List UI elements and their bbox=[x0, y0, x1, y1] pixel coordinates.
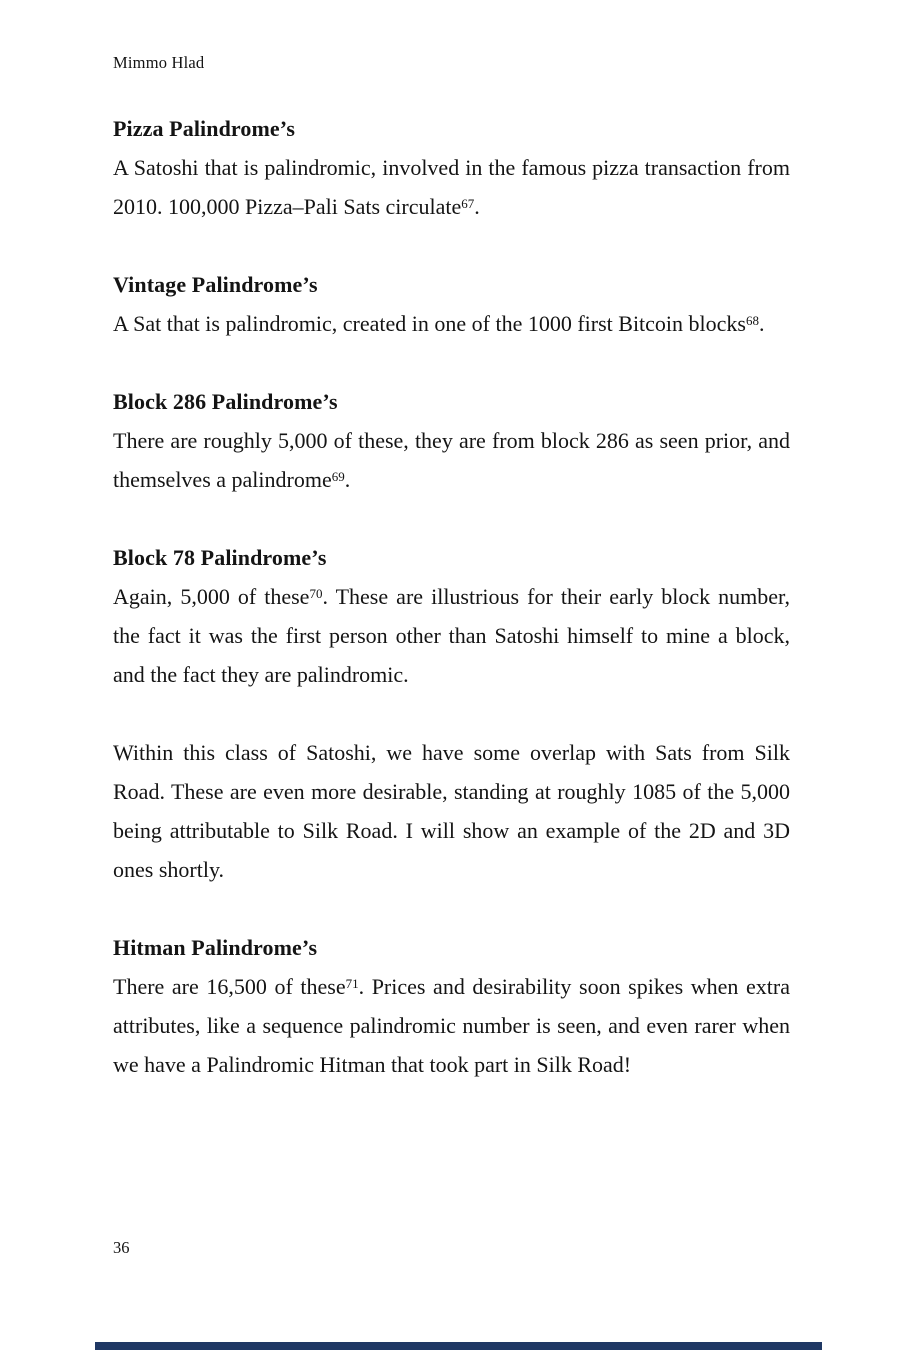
paragraph-continuation: . bbox=[474, 194, 480, 219]
section-heading: Pizza Palindrome’s bbox=[113, 116, 296, 141]
page-number: 36 bbox=[113, 1238, 130, 1257]
paragraph-continuation: . These are illustrious for their early block number, the fact it was the first person other than Satoshi himself to mine a block, and the fact they are palindromic. bbox=[113, 584, 790, 687]
section bbox=[113, 382, 790, 499]
body-paragraph bbox=[113, 421, 790, 499]
footnote-ref: 70 bbox=[309, 586, 323, 602]
body-paragraph bbox=[113, 148, 790, 226]
section bbox=[113, 733, 790, 889]
paragraph-continuation: . bbox=[344, 467, 351, 492]
section-heading: Block 78 Palindrome’s bbox=[113, 545, 327, 570]
paragraph-text: Within this class of Satoshi, we have some overlap with Sats from Silk Road. These are even more desirable, standing at roughly 1085 of the 5,000 being attributable to Silk Road. I will show an example of the 2D and 3D ones shortly. bbox=[113, 740, 790, 882]
running-header-author: Mimmo Hlad bbox=[113, 53, 205, 72]
body-paragraph bbox=[113, 733, 790, 889]
section bbox=[113, 109, 790, 226]
body-paragraph bbox=[113, 967, 790, 1084]
paragraph-text: There are 16,500 of these bbox=[113, 974, 346, 999]
footnote-ref: 67 bbox=[461, 196, 475, 212]
footnote-ref: 69 bbox=[331, 469, 345, 485]
section-heading: Vintage Palindrome’s bbox=[113, 272, 318, 297]
paragraph-text: A Sat that is palindromic, created in one of the 1000 first Bitcoin blocks bbox=[113, 311, 746, 336]
section bbox=[113, 265, 790, 343]
paragraph-text: A Satoshi that is palindromic, involved in the famous pizza transaction from 2010. 100,000 Pizza–Pali Sats circulate bbox=[113, 155, 790, 219]
paragraph-continuation: . Prices and desirability soon spikes when extra attributes, like a sequence palindromic number is seen, and even rarer when we have a Palindromic Hitman that took part in Silk Road! bbox=[113, 974, 790, 1077]
body-paragraph bbox=[113, 304, 790, 343]
paragraph-text: Again, 5,000 of these bbox=[113, 584, 310, 609]
footnote-ref: 71 bbox=[345, 976, 359, 992]
footer-accent-bar bbox=[95, 1342, 822, 1350]
paragraph-continuation: . bbox=[758, 311, 765, 336]
section bbox=[113, 928, 790, 1084]
footnote-ref: 68 bbox=[745, 313, 759, 329]
section bbox=[113, 538, 790, 694]
section-heading: Hitman Palindrome’s bbox=[113, 935, 318, 960]
section-heading: Block 286 Palindrome’s bbox=[113, 389, 338, 414]
paragraph-text: There are roughly 5,000 of these, they are from block 286 as seen prior, and themselves a palindrome bbox=[113, 428, 790, 492]
body-paragraph bbox=[113, 577, 790, 694]
page-content bbox=[113, 109, 790, 1084]
